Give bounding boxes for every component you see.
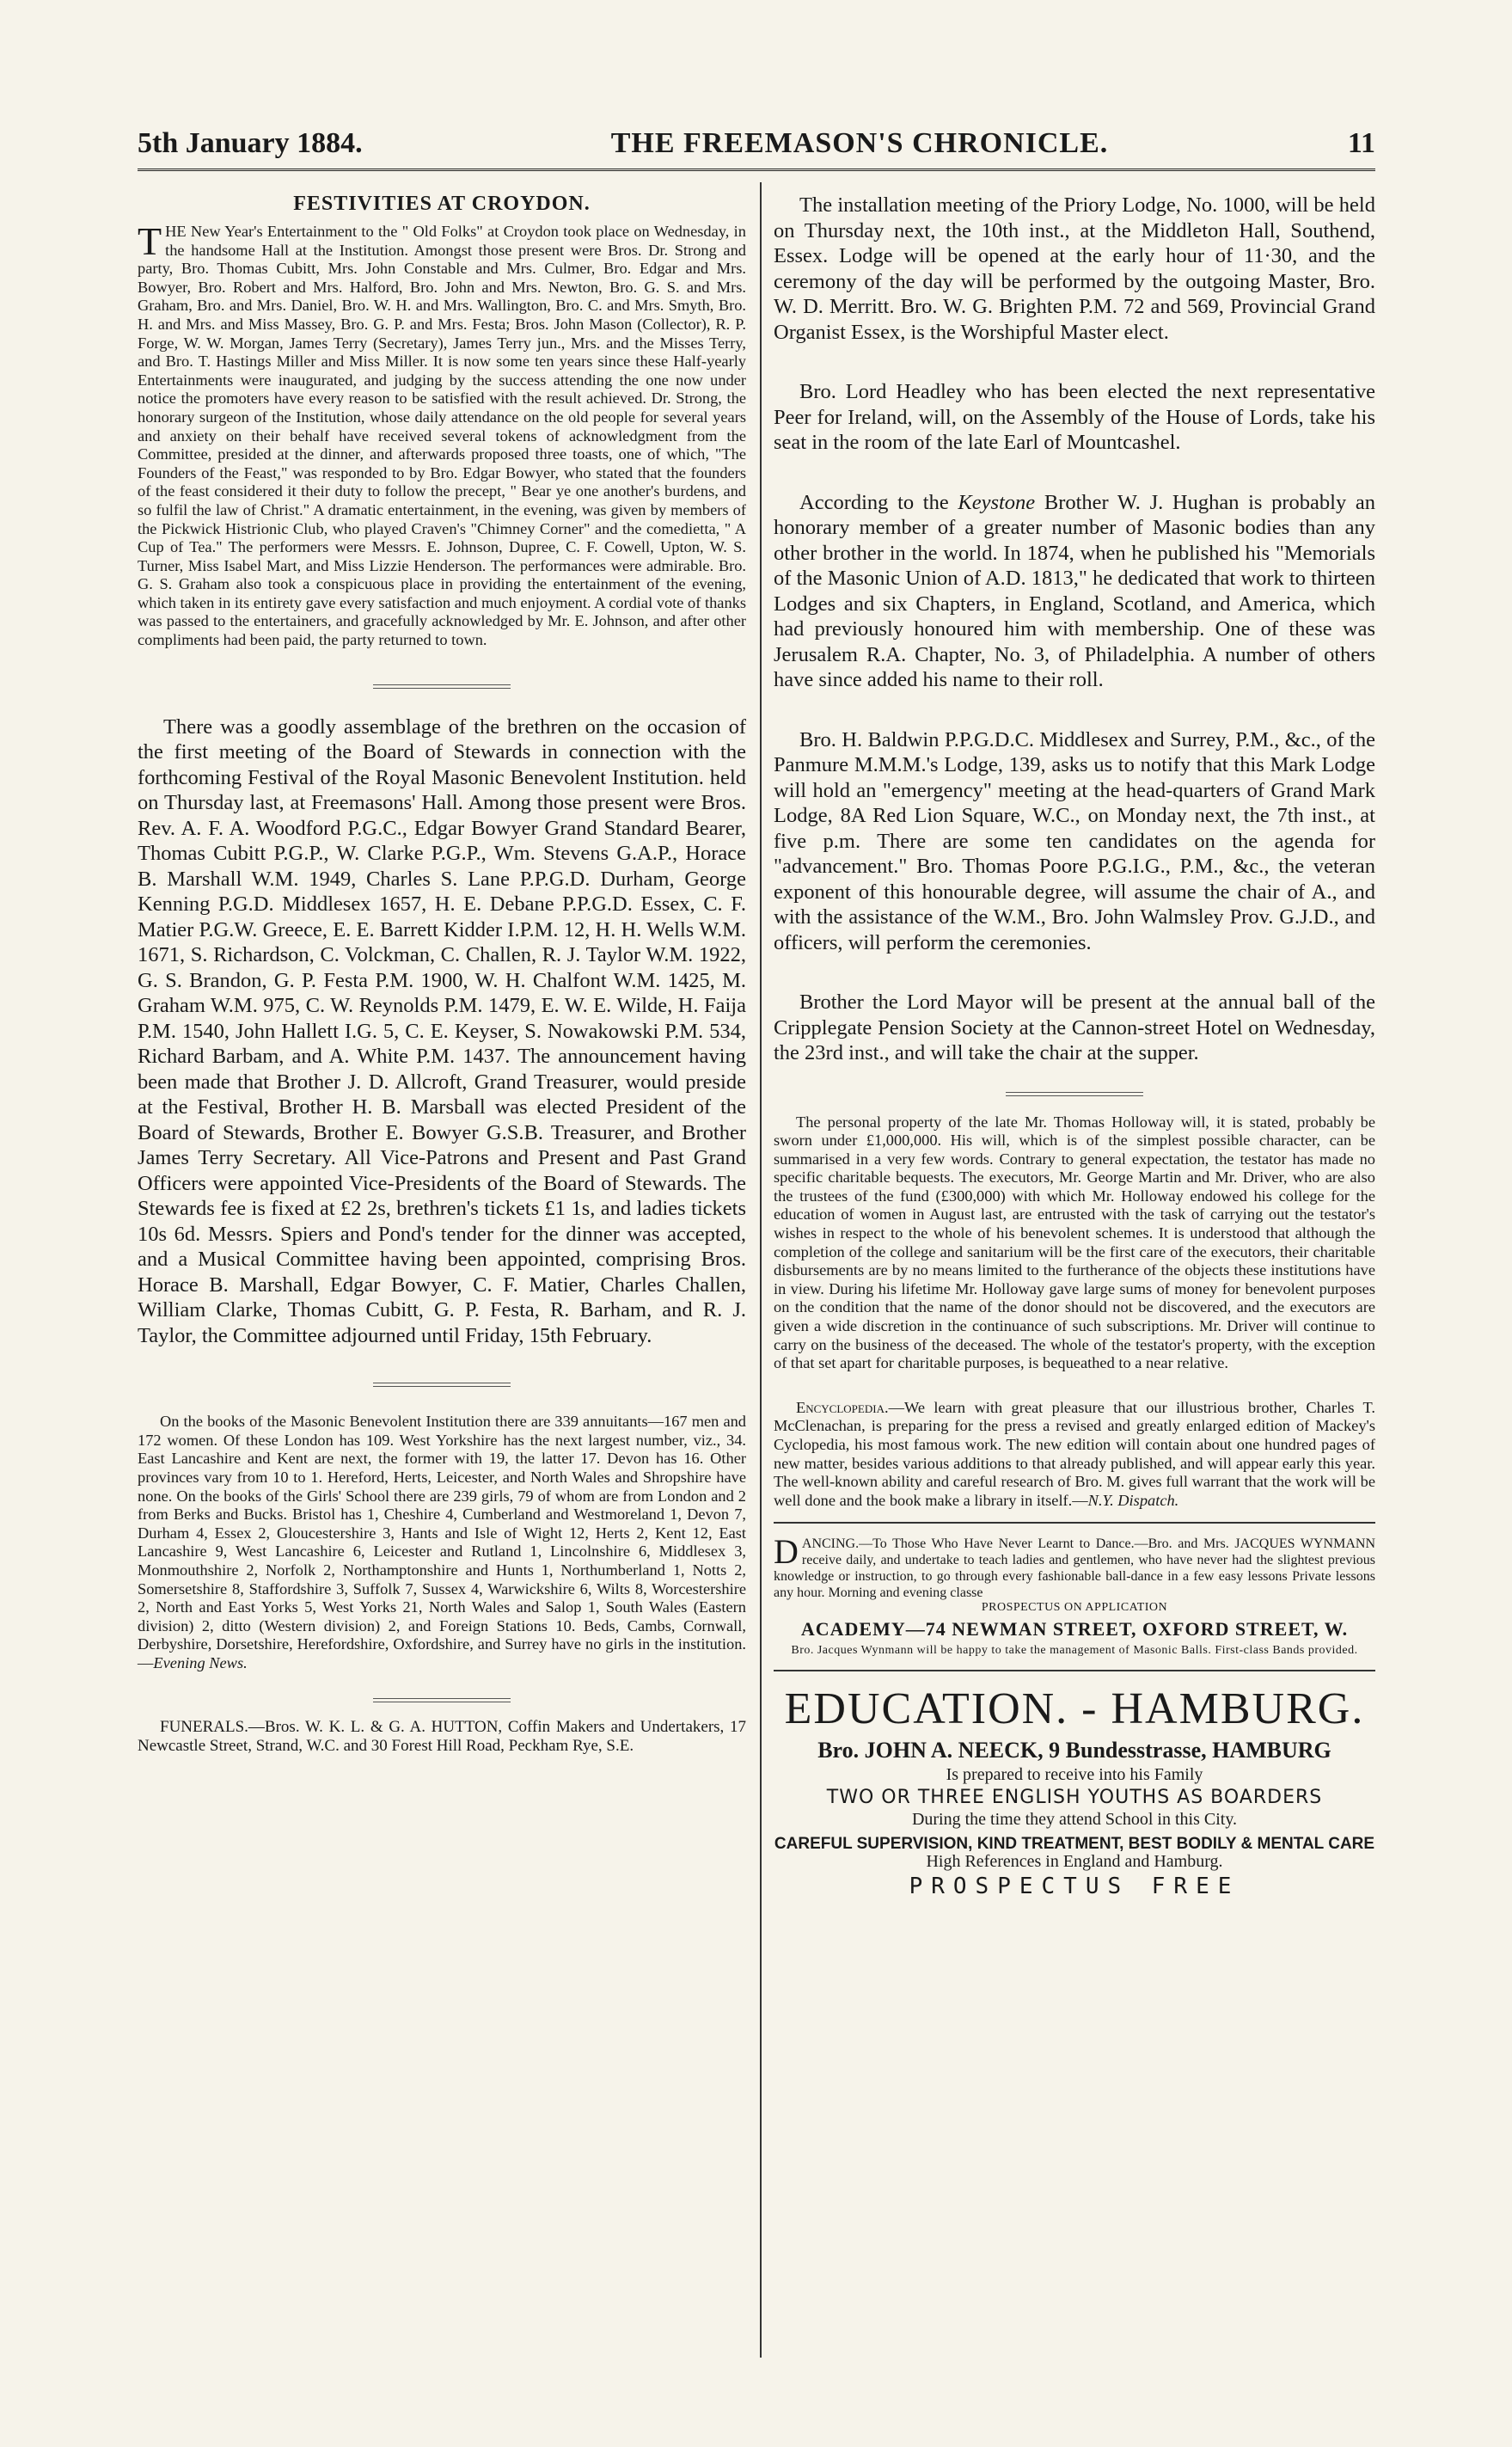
encyclopedia-source: N.Y. Dispatch.	[1087, 1491, 1179, 1509]
hamburg-receive: Is prepared to receive into his Family	[946, 1765, 1203, 1785]
keystone-lead: According to the	[799, 490, 958, 514]
advert-rule	[774, 1670, 1375, 1671]
academy-address: ACADEMY—74 NEWMAN STREET, OXFORD STREET, W.	[800, 1618, 1349, 1641]
croydon-text: HE New Year's Entertainment to the " Old Folks" at Croydon took place on Wednesday, in the handsome Hall at the Institution. Amongst those present were Bros. Dr. Strong and party, Bro. Thomas Cubitt, Mrs. John Constable and Mrs. Culmer, Bro. Edgar and Mrs. Bowyer, Bro. Robert and Mrs. Halford, Bro. John and Mrs. Newton, Bro. G. S. and Mrs. Graham, Bro. and Mrs. Daniel, Bro. W. H. and Mrs. Wallington, Bro. C. and Mrs. Smyth, Bro. H. and Mrs. and Miss Massey, Bro. G. P. and Mrs. Festa; Bros. John Mason (Collector), R. P. Forge, W. W. Morgan, James Terry (Secretary), James Terry jun., Mrs. and the Misses Terry, and Bro. T. Hastings Miller and Miss Miller. It is now some ten years since these Half-yearly Entertainments were inaugurated, and judging by the success attending the one now under notice the promoters have every reason to be satisfied with the result achieved. Dr. Strong, the honorary surgeon of the Institution, whose daily attendance on the old people for several years and anxiety on their behalf have received several tokens of acknowledgment from the Committee, presided at the dinner, and afterwards proposed three toasts, one of which, "The Founders of the Feast," was responded to by Bro. Edgar Bowyer, who stated that the founders of the feast considered it their duty to follow the precept, " Bear ye one another's burdens, and so fulfil the law of Christ." A dramatic entertainment, in the evening, was given by members of the Pickwick Histrionic Club, who played Craven's "Chimney Corner" and the comedietta, " A Cup of Tea." The performers were Messrs. E. Johnson, Dupree, C. F. Cowell, Upton, W. S. Turner, Miss Isabel Mart, and Miss Lizzie Henderson. The performances were admirable. Bro. G. S. Graham also took a conspicuous place in providing the entertainment of the evening, which taken in its entirety gave every satisfaction and much enjoyment. A cordial vote of thanks was passed to the entertainers, and gracefully acknowledged by Mr. E. Johnson, and after other compliments had been paid, the party returned to town.	[138, 223, 746, 649]
croydon-article	[138, 219, 746, 650]
books-text: On the books of the Masonic Benevolent Institution there are 339 annuitants—167 men and 172 women. Of these London has 109. West Yorkshire has the next largest number, viz., 34. East Lancashire and Kent are next, the former with 19, the latter 17. Devon has 16. Other provinces vary from 10 to 1. Hereford, Herts, Leicester, and North Wales and Shropshire have none. On the books of the Girls' School there are 239 girls, 79 of whom are from London and 2 from Berks and Bucks. Bristol has 1, Cheshire 4, Cumberland and Westmoreland 1, Devon 7, Durham 4, Essex 2, Gloucestershire 3, Hants and Isle of Wight 12, Herts 2, Kent 12, East Lancashire 9, West Lancashire 6, Leicester and Rutland 1, Lincolnshire 6, Middlesex 3, Monmouthshire 2, Norfolk 2, Northamptonshire and Hunts 1, Northumberland 1, Notts 2, Somersetshire 8, Staffordshire 3, Suffolk 7, Sussex 4, Warwickshire 6, Wilts 8, Worcestershire 2, North and East Yorks 5, West Yorks 21, North Wales and Salop 1, South Wales (Eastern division) 2, ditto (Western division) 2, and Foreign Stations 10. Beds, Cambs, Cornwall, Derbyshire, Dorsetshire, Herefordshire, Oxfordshire, and Surrey have no girls in the institution.—	[138, 1413, 746, 1671]
encyclopedia-article	[774, 1399, 1375, 1511]
education-heading: EDUCATION. - HAMBURG.	[784, 1684, 1365, 1734]
hamburg-during: During the time they attend School in this City.	[911, 1810, 1238, 1830]
dancing-advert	[774, 1532, 1375, 1658]
funerals-advert: FUNERALS.—Bros. W. K. L. & G. A. HUTTON, Coffin Makers and Undertakers, 17 Newcastle Street, Strand, W.C. and 30 Forest Hill Road, Peckham Rye, S.E.	[138, 1718, 746, 1756]
issue-date: 5th January 1884.	[138, 127, 363, 159]
croydon-dropcap: T	[138, 219, 162, 263]
hamburg-prospectus: PROSPECTUS FREE	[909, 1874, 1240, 1900]
masthead-rule	[138, 169, 1375, 171]
right-column	[774, 193, 1375, 1899]
column-divider	[760, 182, 762, 2358]
croydon-headline: FESTIVITIES AT CROYDON.	[293, 193, 591, 215]
left-column	[138, 193, 746, 1756]
stewards-article: There was a goodly assemblage of the brethren on the occasion of the first meeting of the Board of Stewards in connection with the forthcoming Festival of the Royal Masonic Benevolent Institution. held on Thursday last, at Freemasons' Hall. Among those present were Bros. Rev. A. F. A. Woodford P.G.C., Edgar Bowyer Grand Standard Bearer, Thomas Cubitt P.G.P., W. Clarke P.G.P., Wm. Stevens G.A.P., Horace B. Marshall W.M. 1949, Charles S. Lane P.P.G.D. Durham, George Kenning P.G.D. Middlesex 1657, H. E. Debane P.P.G.D. Essex, C. F. Matier P.G.W. Greece, E. E. Barrett Kidder I.P.M. 12, H. H. Wells W.M. 1671, S. Richardson, C. Volckman, C. Challen, R. J. Taylor W.M. 1922, G. S. Brandon, G. P. Festa P.M. 1900, W. H. Chalfont W.M. 1425, M. Graham W.M. 975, C. W. Reynolds P.M. 1479, E. W. E. Wilde, H. Faija P.M. 1540, John Hallett I.G. 5, C. E. Keyser, S. Nowakowski P.M. 534, Richard Barbam, and A. White P.M. 1437. The announcement having been made that Brother J. D. Allcroft, Grand Treasurer, would preside at the Festival, Brother H. B. Marsball was elected President of the Board of Stewards, Brother E. Bowyer G.S.B. Treasurer, and Brother James Terry Secretary. All Vice-Patrons and Present and Past Grand Officers were appointed Vice-Presidents of the Board of Stewards. The Stewards fee is fixed at £2 2s, brethren's tickets £1 1s, and ladies tickets 10s 6d. Messrs. Spiers and Pond's tender for the dinner was accepted, and a Musical Committee having been appointed, comprising Bros. Horace B. Marshall, Edgar Bowyer, C. F. Matier, Charles Challen, William Clarke, Thomas Cubitt, G. P. Festa, R. Barham, and R. J. Taylor, the Committee adjourned until Friday, 15th February.	[138, 714, 746, 1347]
books-source: Evening News.	[153, 1653, 248, 1671]
dancing-text	[774, 1532, 1375, 1601]
keystone-text: Brother W. J. Hughan is probably an honorary member of a greater number of Masonic bodies than any other brother in the world. In 1874, when he published his "Memorials of the Masonic Union of A.D. 1813," he dedicated that work to thirteen Lodges and six Chapters, in England, Scotland, and America, which had previously honoured him with membership. One of these was Jerusalem R.A. Chapter, No. 3, of Philadelphia. A number of others have since added his name to their roll.	[774, 490, 1375, 691]
benevolent-books-article	[138, 1413, 746, 1672]
hamburg-advert	[774, 1683, 1375, 1899]
keystone-title: Keystone	[958, 490, 1036, 514]
dancing-body: ANCING.—To Those Who Have Never Learnt to Dance.—Bro. and Mrs. JACQUES WYNMANN receive daily, and undertake to teach ladies and gentlemen, who have never had the slightest previous knowledge or instruction, to go through every fashionable ball-dance in a few easy lessons Private lessons any hour. Morning and evening classe	[774, 1536, 1375, 1601]
dancing-management: Bro. Jacques Wynmann will be happy to take the management of Masonic Balls. First-class Bands provided.	[791, 1644, 1358, 1658]
page-number: 11	[1347, 127, 1375, 159]
encyclopedia-text: —We learn with great pleasure that our illustrious brother, Charles T. McClenachan, is preparing for the press a revised and greatly enlarged edition of Mackey's Cyclopedia, his most famous work. The new edition will contain about one hundred pages of new matter, besides various additions to that already published, and will appear early this year. The well-known ability and careful research of Bro. M. gives full warrant that the work will be well done and the book make a library in itself.—	[774, 1398, 1375, 1509]
priory-lodge-article: The installation meeting of the Priory Lodge, No. 1000, will be held on Thursday next, the 10th inst., at the Middleton Hall, Southend, Essex. Lodge will be opened at the early hour of 11·30, and the ceremony of the day will be performed by the outgoing Master, Bro. W. D. Merritt. Bro. W. G. Brighten P.M. 72 and 569, Provincial Grand Organist Essex, is the Worshipful Master elect.	[774, 193, 1375, 344]
dancing-dropcap: D	[774, 1532, 799, 1572]
advert-rule	[774, 1522, 1375, 1524]
hamburg-youths: TWO OR THREE ENGLISH YOUTHS AS BOARDERS	[826, 1787, 1323, 1809]
encyclopedia-label: Encyclopedia.	[796, 1398, 889, 1416]
hamburg-careful: CAREFUL SUPERVISION, KIND TREATMENT, BEST BODILY & MENTAL CARE	[774, 1835, 1375, 1854]
dancing-prospectus: PROSPECTUS ON APPLICATION	[981, 1601, 1168, 1615]
holloway-article: The personal property of the late Mr. Thomas Holloway will, it is stated, probably be sworn under £1,000,000. His will, which is of the simplest possible character, can be summarised in a very few words. Contrary to general expectation, the testator has made no specific charitable bequests. The executors, Mr. George Martin and Mr. Driver, who are also the trustees of the fund (£300,000) with which Mr. Holloway endowed his college for the education of women in August last, are entrusted with the task of carrying out the testator's wishes in respect to the whole of his benevolent schemes. It is understood that although the completion of the college and sanitarium will be the first care of the executors, their charitable disbursements are by no means limited to the furtherance of the objects these institutions have in view. During his lifetime Mr. Holloway gave large sums of money for benevolent purposes on the condition that the name of the donor should not be discovered, and the executors are given a wide discretion in the continuance of such subscriptions. Mr. Driver will continue to carry on the business of the deceased. The whole of the testator's property, with the exception of that set apart for charitable purposes, is bequeathed to a near relative.	[774, 1113, 1375, 1372]
baldwin-article: Bro. H. Baldwin P.P.G.D.C. Middlesex and Surrey, P.M., &c., of the Panmure M.M.M.'s Lodge, 139, asks us to notify that this Mark Lodge will hold an "emergency" meeting at the head-quarters of Grand Mark Lodge, 8A Red Lion Square, W.C., on Monday next, the 7th inst., at five p.m. There are some ten candidates on the agenda for "advancement." Bro. Thomas Poore P.G.I.G., P.M., &c., the veteran exponent of this honourable degree, will assume the chair of A., and with the assistance of the W.M., Bro. John Walmsley Prov. G.J.D., and officers, will perform the ceremonies.	[774, 727, 1375, 954]
publication-title: THE FREEMASON'S CHRONICLE.	[610, 127, 1109, 159]
hamburg-references: High References in England and Hamburg.	[926, 1852, 1223, 1872]
neeck-address: Bro. JOHN A. NEECK, 9 Bundesstrasse, HAMBURG	[817, 1738, 1331, 1763]
headley-article: Bro. Lord Headley who has been elected the next representative Peer for Ireland, will, on the Assembly of the House of Lords, take his seat in the room of the late Earl of Mountcashel.	[774, 380, 1375, 454]
keystone-article	[774, 490, 1375, 693]
lord-mayor-article: Brother the Lord Mayor will be present at the annual ball of the Cripplegate Pension Society at the Cannon-street Hotel on Wednesday, the 23rd inst., and will take the chair at the supper.	[774, 990, 1375, 1064]
masthead	[138, 127, 1375, 167]
